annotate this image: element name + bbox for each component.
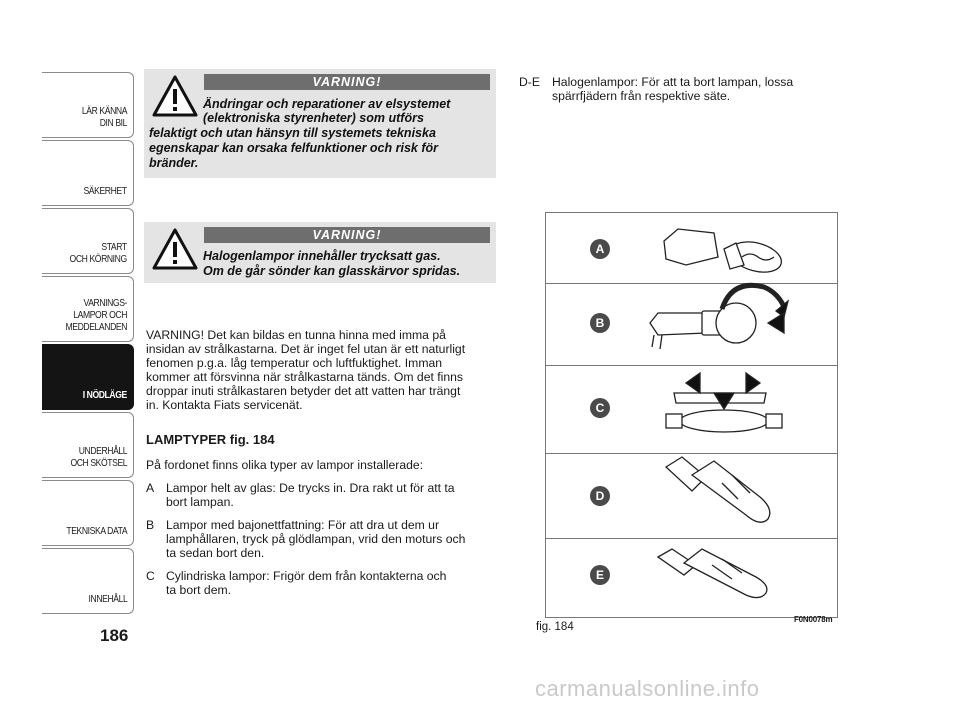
tab-tekniska-data[interactable] (42, 480, 134, 546)
lamp-types-figure (545, 212, 838, 618)
text-line: ta bort dem. (166, 583, 232, 597)
warning-title: VARNING! (204, 74, 490, 90)
tab-label: SÄKERHET (83, 185, 127, 197)
text-line: Halogenlampor: För att ta bort lampan, lossa (552, 75, 794, 89)
tab-label: I NÖDLÄGE (82, 389, 127, 401)
tab-label: START OCH KÖRNING (69, 241, 127, 265)
warning-text: bränder. (149, 156, 199, 170)
list-letter: D-E (519, 75, 540, 89)
text-line: lamphållaren, tryck på glödlampan, vrid den moturs och (166, 532, 466, 546)
text-line: spärrfjädern från respektive säte. (552, 89, 731, 103)
figure-code: F0N0078m (794, 615, 833, 624)
tab-innehall[interactable] (42, 548, 134, 614)
figure-label: E (595, 568, 604, 582)
tab-i-nodlage[interactable] (42, 344, 134, 410)
warning-box-halogen (144, 222, 496, 283)
warning-box-electrical (144, 69, 496, 178)
condensation-paragraph (146, 328, 496, 412)
tab-lar-kanna[interactable] (42, 72, 134, 138)
warning-title: VARNING! (204, 227, 490, 243)
tab-label: UNDERHÅLL OCH SKÖTSEL (70, 445, 127, 469)
figure-caption: fig. 184 (536, 621, 574, 633)
list-letter: B (146, 518, 155, 532)
text-line: Cylindriska lampor: Frigör dem från kontakterna och (166, 569, 447, 583)
lamp-illustrations (546, 213, 837, 617)
warning-text: Halogenlampor innehåller trycksatt gas. (203, 249, 441, 263)
tab-underhall[interactable] (42, 412, 134, 478)
tab-label: INNEHÅLL (88, 593, 127, 605)
page-number: 186 (100, 626, 129, 645)
warning-triangle-icon (152, 75, 198, 117)
warning-text: felaktigt och utan hänsyn till systemets tekniska (149, 126, 436, 140)
intro-text: På fordonet finns olika typer av lampor installerade: (146, 458, 424, 472)
figure-label: B (595, 316, 605, 330)
text-line: VARNING! Det kan bildas en tunna hinna med imma på (146, 328, 446, 342)
text-line: bort lampan. (166, 495, 234, 509)
tab-label: TEKNISKA DATA (66, 525, 127, 537)
text-line: insidan av strålkastarna. Det är inget fel utan är ett naturligt (146, 342, 466, 356)
watermark: carmanualsonline.info (535, 676, 760, 701)
figure-label: A (595, 242, 605, 256)
warning-text: (elektroniska styrenheter) som utförs (203, 111, 424, 125)
warning-text: Om de går sönder kan glasskärvor spridas. (203, 264, 461, 278)
text-line: droppar inuti strålkastaren betyder det att vatten har trängt (146, 384, 461, 398)
tab-varningslampor[interactable] (42, 276, 134, 342)
warning-text: Ändringar och reparationer av elsystemet (203, 97, 451, 111)
text-line: ta sedan bort den. (166, 546, 265, 560)
text-line: kommer att försvinna när strålkastarna tänds. Om det finns (146, 370, 464, 384)
text-line: Lampor med bajonettfattning: För att dra ut dem ur (166, 518, 440, 532)
tab-label: LÄR KÄNNA DIN BIL (81, 105, 127, 129)
warning-triangle-icon (152, 228, 198, 270)
list-letter: C (146, 569, 155, 583)
text-line: in. Kontakta Fiats servicenät. (146, 398, 303, 412)
warning-text: egenskapar kan orsaka felfunktioner och risk för (149, 141, 438, 155)
tab-label: VARNINGS- LAMPOR OCH MEDDELANDEN (65, 297, 127, 333)
figure-label: C (595, 401, 605, 415)
text-line: Lampor helt av glas: De trycks in. Dra rakt ut för att ta (166, 481, 455, 495)
text-line: fenomen p.g.a. låg temperatur och luftfuktighet. Imman (146, 356, 443, 370)
figure-label: D (595, 489, 605, 503)
section-heading: LAMPTYPER fig. 184 (146, 432, 275, 447)
tab-sakerhet[interactable] (42, 140, 134, 206)
tab-start[interactable] (42, 208, 134, 274)
list-letter: A (146, 481, 155, 495)
